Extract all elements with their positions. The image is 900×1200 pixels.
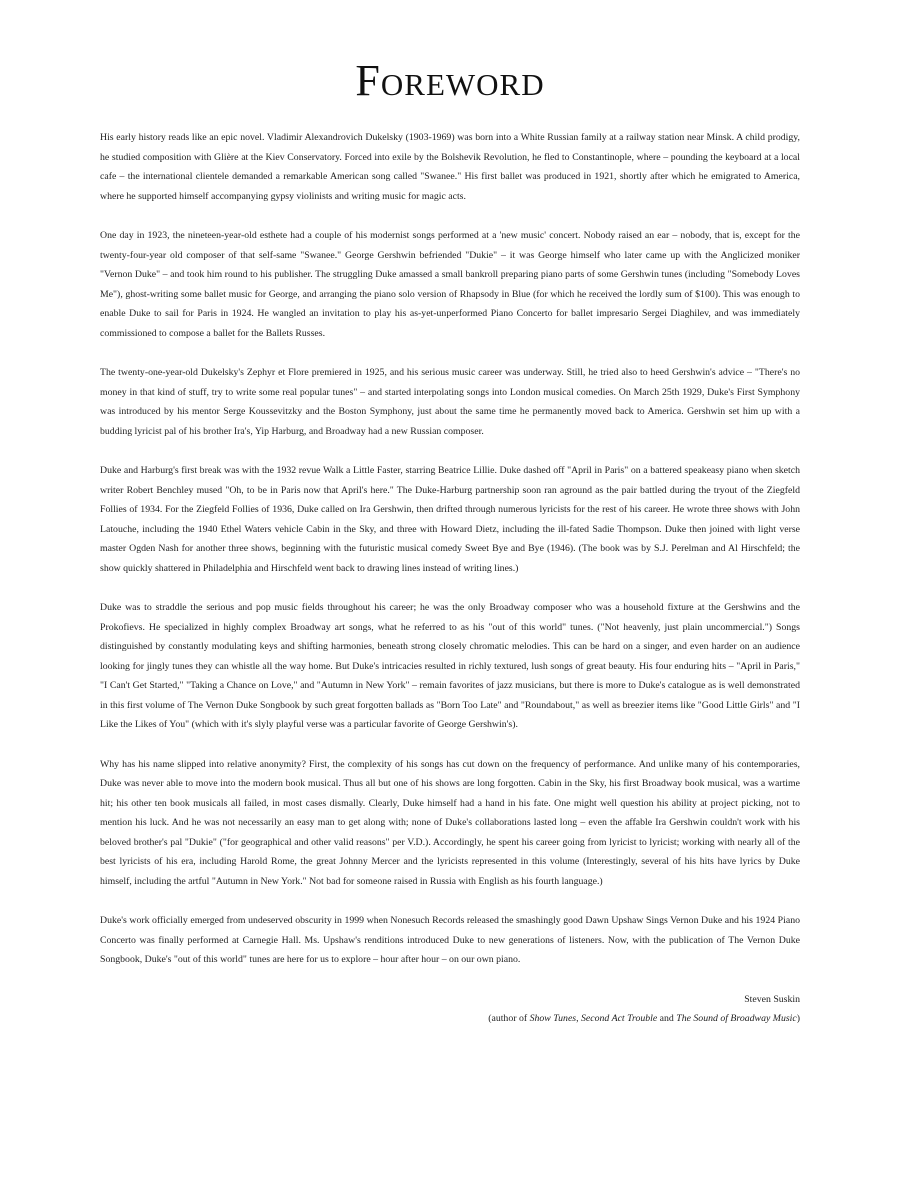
signature-block (100, 990, 800, 1028)
paragraph-3: The twenty-one-year-old Dukelsky's Zephyr et Flore premiered in 1925, and his serious music career was underway. Still, he tried also to heed Gershwin's advice – "There's no money in that kind of stuff, try to write some real popular tunes" – and started interpolating songs into London musical comedies. On March 25th 1929, Duke's First Symphony was introduced by his mentor Serge Koussevitzky and the Boston Symphony, just about the same time he permanently moved back to America. Gershwin set him up with a budding lyricist pal of his brother Ira's, Yip Harburg, and Broadway had a new Russian composer. (100, 367, 800, 437)
credits-separator-2: and (657, 1012, 677, 1024)
book-title-3: The Sound of Broadway Music (676, 1012, 797, 1024)
credits-suffix: ) (796, 1012, 800, 1024)
book-title-2: Second Act Trouble (581, 1012, 658, 1024)
paragraph-1: His early history reads like an epic novel. Vladimir Alexandrovich Dukelsky (1903-1969) was born into a White Russian family at a railway station near Minsk. A child prodigy, he studied composition with Glière at the Kiev Conservatory. Forced into exile by the Bolshevik Revolution, he fled to Constantinople, where – pounding the keyboard at a local cafe – the international clientele demanded a remarkable American song called "Swanee." His first ballet was produced in 1921, shortly after which he emigrated to America, where he supported himself accompanying gypsy violinists and writing music for magic acts. (100, 132, 800, 202)
signature-author: Steven Suskin (744, 993, 800, 1005)
paragraph-4: Duke and Harburg's first break was with the 1932 revue Walk a Little Faster, starring Beatrice Lillie. Duke dashed off "April in Paris" on a battered speakeasy piano when sketch writer Robert Benchley mused "Oh, to be in Paris now that April's here." The Duke-Harburg partnership soon ran aground as the pair battled during the tryout of the Ziegfeld Follies of 1934. For the Ziegfeld Follies of 1936, Duke called on Ira Gershwin, then drifted through numerous lyricists for the rest of his career. He wrote three shows with John Latouche, including the 1940 Ethel Waters vehicle Cabin in the Sky, and three with Howard Dietz, including the ill-fated Sadie Thompson. Duke then joined with light verse master Ogden Nash for another three shows, beginning with the futuristic musical comedy Sweet Bye and Bye (1946). (The book was by S.J. Perelman and Al Hirschfeld; the show quickly shattered in Philadelphia and Hirschfeld went back to drawing lines instead of writing lines.) (100, 465, 800, 574)
signature-credits (100, 1009, 800, 1028)
page-title: Foreword (355, 56, 545, 105)
paragraph-7: Duke's work officially emerged from undeserved obscurity in 1999 when Nonesuch Records released the smashingly good Dawn Upshaw Sings Vernon Duke and his 1924 Piano Concerto was finally performed at Carnegie Hall. Ms. Upshaw's renditions introduced Duke to new generations of listeners. Now, with the publication of The Vernon Duke Songbook, Duke's "out of this world" tunes are here for us to explore – hour after hour – on our own piano. (100, 915, 800, 965)
book-title-1: Show Tunes (529, 1012, 577, 1024)
credits-separator-1: , (576, 1012, 582, 1024)
paragraph-2: One day in 1923, the nineteen-year-old esthete had a couple of his modernist songs performed at a 'new music' concert. Nobody raised an ear – nobody, that is, except for the twenty-four-year old composer of that self-same "Swanee." George Gershwin befriended "Dukie" – it was George himself who later came up with the Anglicized moniker "Vernon Duke" – and took him round to his publisher. The struggling Duke amassed a small bankroll preparing piano parts of some Gershwin tunes (including "Somebody Loves Me"), ghost-writing some ballet music for George, and arranging the piano solo version of Rhapsody in Blue (for which he received the lordly sum of $100). This was enough to enable Duke to sail for Paris in 1924. He wangled an invitation to play his as-yet-unperformed Piano Concerto for ballet impresario Sergei Diaghilev, and was immediately commissioned to compose a ballet for the Ballets Russes. (100, 230, 800, 339)
paragraph-5: Duke was to straddle the serious and pop music fields throughout his career; he was the only Broadway composer who was a household fixture at the Gershwins and the Prokofievs. He specialized in highly complex Broadway art songs, what he referred to as his "out of this world" tunes. ("Not heavenly, just plain uncommercial.") Songs distinguished by constantly modulating keys and shifting harmonies, beneath strong closely chromatic melodies. This can be hard on a singer, and even harder on an audience looking for jingly tunes they can whistle all the way home. But Duke's intricacies resulted in richly textured, lush songs of great beauty. His four enduring hits – "April in Paris," "I Can't Get Started," "Taking a Chance on Love," and "Autumn in New York" – remain favorites of jazz musicians, but there is more to Duke's catalogue as is well demonstrated in this first volume of The Vernon Duke Songbook by such great forgotten ballads as "Born Too Late" and "Roundabout," as well as breezier items like "Good Little Girls" and "I Like the Likes of You" (which with it's slyly playful verse was a particular favorite of George Gershwin's). (100, 602, 800, 730)
foreword-page (100, 56, 800, 1028)
paragraph-6: Why has his name slipped into relative anonymity? First, the complexity of his songs has cut down on the frequency of performance. And unlike many of his contemporaries, Duke was never able to move into the modern book musical. Thus all but one of his shows are long forgotten. Cabin in the Sky, his first Broadway book musical, was a wartime hit; his other ten book musicals all failed, in most cases dismally. Clearly, Duke himself had a hand in his fate. One might well question his ability at project picking, not to mention his luck. And he was not necessarily an easy man to get along with; none of Duke's collaborations lasted long – even the affable Ira Gershwin couldn't work with his beloved brother's pal "Dukie" ("for geographical and other valid reasons" per V.D.). Accordingly, he spent his career going from lyricist to lyricist; working with nearly all of the best lyricists of his era, including Harold Rome, the great Johnny Mercer and the lyricists represented in this volume (Interestingly, several of his hits have lyrics by Duke himself, including the artful "Autumn in New York." Not bad for someone raised in Russia with English as his fourth language.) (100, 758, 800, 887)
credits-prefix: (author of (488, 1012, 530, 1024)
